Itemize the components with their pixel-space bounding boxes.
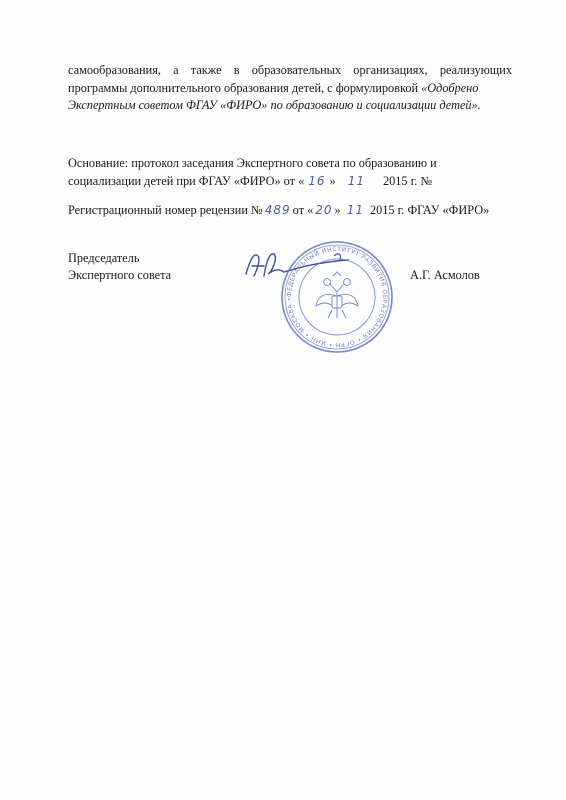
registration-line: [68, 202, 489, 219]
registration-text-d: 2015 г. ФГАУ «ФИРО»: [369, 203, 490, 217]
basis-handwritten-month: 11: [347, 174, 365, 188]
paragraph-line-2-text: программы дополнительного образования детей, с формулировкой: [68, 81, 422, 95]
basis-line-1: Основание: протокол заседания Экспертного совета по образованию и: [68, 156, 437, 170]
basis-handwritten-day: 16: [308, 174, 326, 188]
paragraph-line-3: Экспертным советом ФГАУ «ФИРО» по образованию и социализации детей».: [68, 98, 481, 112]
paragraph-line-1: самообразования, а также в образовательных организациях, реализующих: [68, 63, 512, 77]
basis-text-b: »: [329, 174, 336, 188]
council-label: Экспертного совета: [68, 268, 172, 282]
registration-handwritten-day: 20: [315, 203, 333, 217]
registration-text-c: »: [334, 203, 341, 217]
paragraph-line-2: [68, 80, 512, 97]
official-stamp: [280, 240, 394, 354]
basis-text-c: 2015 г. №: [382, 174, 433, 188]
registration-handwritten-number: 489: [264, 203, 291, 217]
svg-text:ФЕДЕРАЛЬНЫЙ ИНСТИТУТ РАЗВИТИЯ: ФЕДЕРАЛЬНЫЙ ИНСТИТУТ РАЗВИТИЯ ОБРАЗОВАНИЯ • ОГРН • ИНН • МОСКВА •: [285, 245, 389, 349]
basis-text-a: социализации детей при ФГАУ «ФИРО» от «: [68, 174, 305, 188]
signatory-name: А.Г. Асмолов: [410, 268, 480, 282]
registration-handwritten-month: 11: [346, 203, 364, 217]
chairman-label: Председатель: [68, 251, 140, 265]
registration-text-b: от «: [292, 203, 314, 217]
paragraph-line-2-italic: «Одобрено: [421, 81, 479, 95]
basis-line-2: [68, 173, 432, 190]
registration-text-a: Регистрационный номер рецензии №: [68, 203, 263, 217]
double-headed-eagle-icon: [316, 272, 358, 318]
